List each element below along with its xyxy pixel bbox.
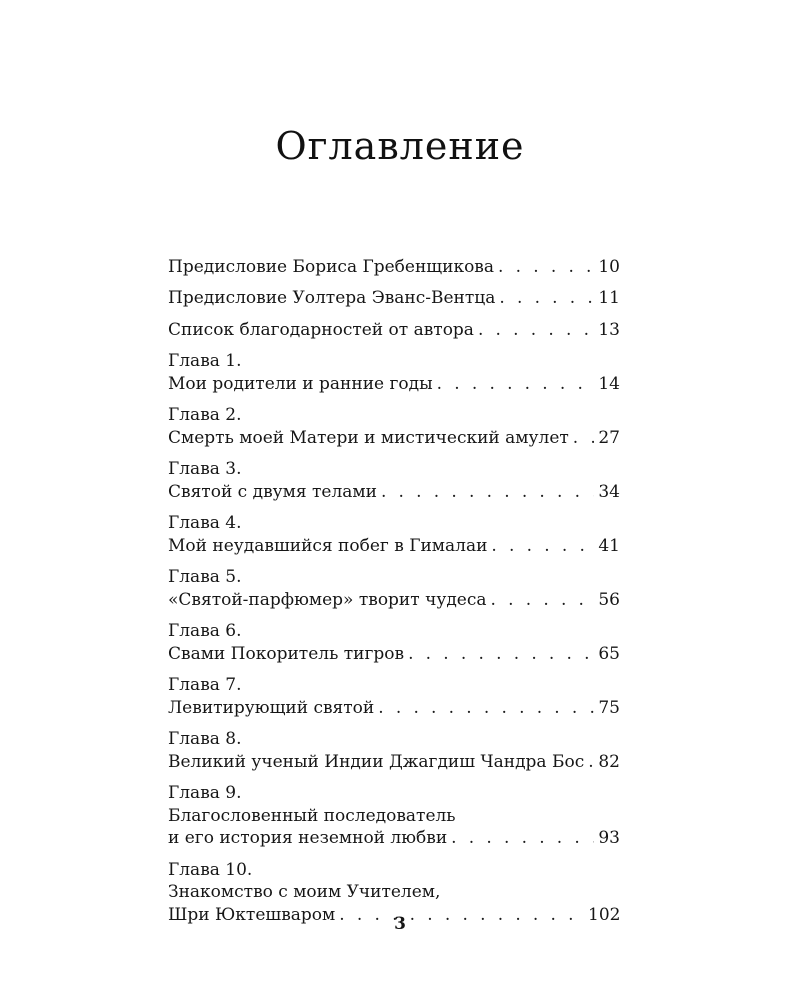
toc-entry-line bbox=[168, 481, 620, 504]
toc-entry-title: Смерть моей Матери и мистический амулет bbox=[168, 427, 569, 448]
toc-entry-title: Предисловие Бориса Гребенщикова bbox=[168, 257, 495, 277]
toc-page-number: 56 bbox=[598, 589, 620, 610]
toc-entry-line bbox=[168, 589, 620, 612]
toc-entry-line bbox=[168, 319, 620, 342]
toc-chapter-label: Глава 9. bbox=[168, 783, 242, 804]
page-title: Оглавление bbox=[275, 124, 525, 168]
toc-entry-line bbox=[168, 287, 620, 310]
toc-entry bbox=[168, 458, 620, 503]
toc-entry-title-line: Знакомство с моим Учителем, bbox=[168, 882, 441, 903]
toc-entry bbox=[168, 512, 620, 557]
toc-entry-title: Свами Покоритель тигров bbox=[168, 643, 405, 664]
toc-page-number: 10 bbox=[598, 257, 620, 277]
toc-page-number: 34 bbox=[598, 481, 620, 502]
toc-entry bbox=[168, 782, 620, 850]
toc-entry bbox=[168, 620, 620, 665]
toc-entry-line bbox=[168, 751, 620, 774]
toc-chapter-label: Глава 1. bbox=[168, 351, 242, 372]
toc-entry bbox=[168, 319, 620, 342]
toc-entry-title: Предисловие Уолтера Эванс-Вентца bbox=[168, 288, 496, 309]
dot-leader bbox=[478, 319, 594, 342]
toc-entry bbox=[168, 566, 620, 611]
toc-entry-title-line: Благословенный последователь bbox=[168, 805, 456, 826]
toc-page-number: 102 bbox=[588, 904, 621, 925]
toc-page-number: 93 bbox=[598, 828, 620, 849]
toc-entry bbox=[168, 287, 620, 310]
toc-page-number: 82 bbox=[598, 751, 620, 772]
dot-leader bbox=[381, 481, 594, 504]
table-of-contents bbox=[168, 256, 620, 935]
toc-entry-title: Святой с двумя телами bbox=[168, 481, 377, 502]
dot-leader bbox=[499, 287, 594, 310]
toc-page-number: 13 bbox=[598, 319, 620, 340]
toc-entry bbox=[168, 728, 620, 773]
toc-page-number: 65 bbox=[598, 643, 620, 664]
dot-leader bbox=[498, 256, 594, 279]
toc-chapter-label: Глава 10. bbox=[168, 859, 253, 880]
dot-leader bbox=[491, 535, 594, 558]
toc-entry-title: Левитирующий святой bbox=[168, 697, 375, 718]
toc-entry-line bbox=[168, 535, 620, 558]
dot-leader bbox=[408, 643, 594, 666]
toc-chapter-label: Глава 6. bbox=[168, 621, 242, 642]
toc-page-number: 27 bbox=[598, 427, 620, 448]
toc-chapter-label: Глава 7. bbox=[168, 675, 242, 696]
toc-entry-title: Мои родители и ранние годы bbox=[168, 373, 433, 394]
dot-leader bbox=[451, 827, 594, 850]
toc-entry-line bbox=[168, 827, 620, 850]
toc-entry bbox=[168, 256, 620, 279]
toc-entry-line bbox=[168, 643, 620, 666]
dot-leader bbox=[437, 373, 595, 396]
toc-entry bbox=[168, 674, 620, 719]
toc-entry-line bbox=[168, 697, 620, 720]
toc-chapter-label: Глава 8. bbox=[168, 729, 242, 750]
toc-entry-title: Список благодарностей от автора bbox=[168, 319, 474, 340]
toc-page-number: 14 bbox=[598, 373, 620, 394]
toc-page-number: 11 bbox=[598, 288, 620, 309]
page-number-folio: 3 bbox=[394, 914, 406, 934]
toc-entry-title: Мой неудавшийся побег в Гималаи bbox=[168, 535, 488, 556]
dot-leader bbox=[573, 427, 595, 450]
dot-leader bbox=[588, 751, 594, 774]
toc-page-number: 75 bbox=[598, 697, 620, 718]
dot-leader bbox=[378, 697, 594, 720]
toc-entry-title: Великий ученый Индии Джагдиш Чандра Бос bbox=[168, 751, 585, 772]
toc-entry bbox=[168, 404, 620, 449]
toc-entry-title: Шри Юктешваром bbox=[168, 904, 336, 925]
toc-entry-title: и его история неземной любви bbox=[168, 828, 448, 849]
dot-leader bbox=[491, 589, 595, 612]
toc-chapter-label: Глава 4. bbox=[168, 513, 242, 534]
toc-chapter-label: Глава 5. bbox=[168, 567, 242, 588]
toc-chapter-label: Глава 3. bbox=[168, 459, 242, 480]
toc-entry-line bbox=[168, 256, 620, 279]
toc-entry bbox=[168, 350, 620, 395]
toc-entry-line bbox=[168, 373, 620, 396]
toc-page-number: 41 bbox=[598, 535, 620, 556]
toc-entry-line bbox=[168, 427, 620, 450]
toc-entry-title: «Святой-парфюмер» творит чудеса bbox=[168, 589, 487, 610]
toc-chapter-label: Глава 2. bbox=[168, 405, 242, 426]
